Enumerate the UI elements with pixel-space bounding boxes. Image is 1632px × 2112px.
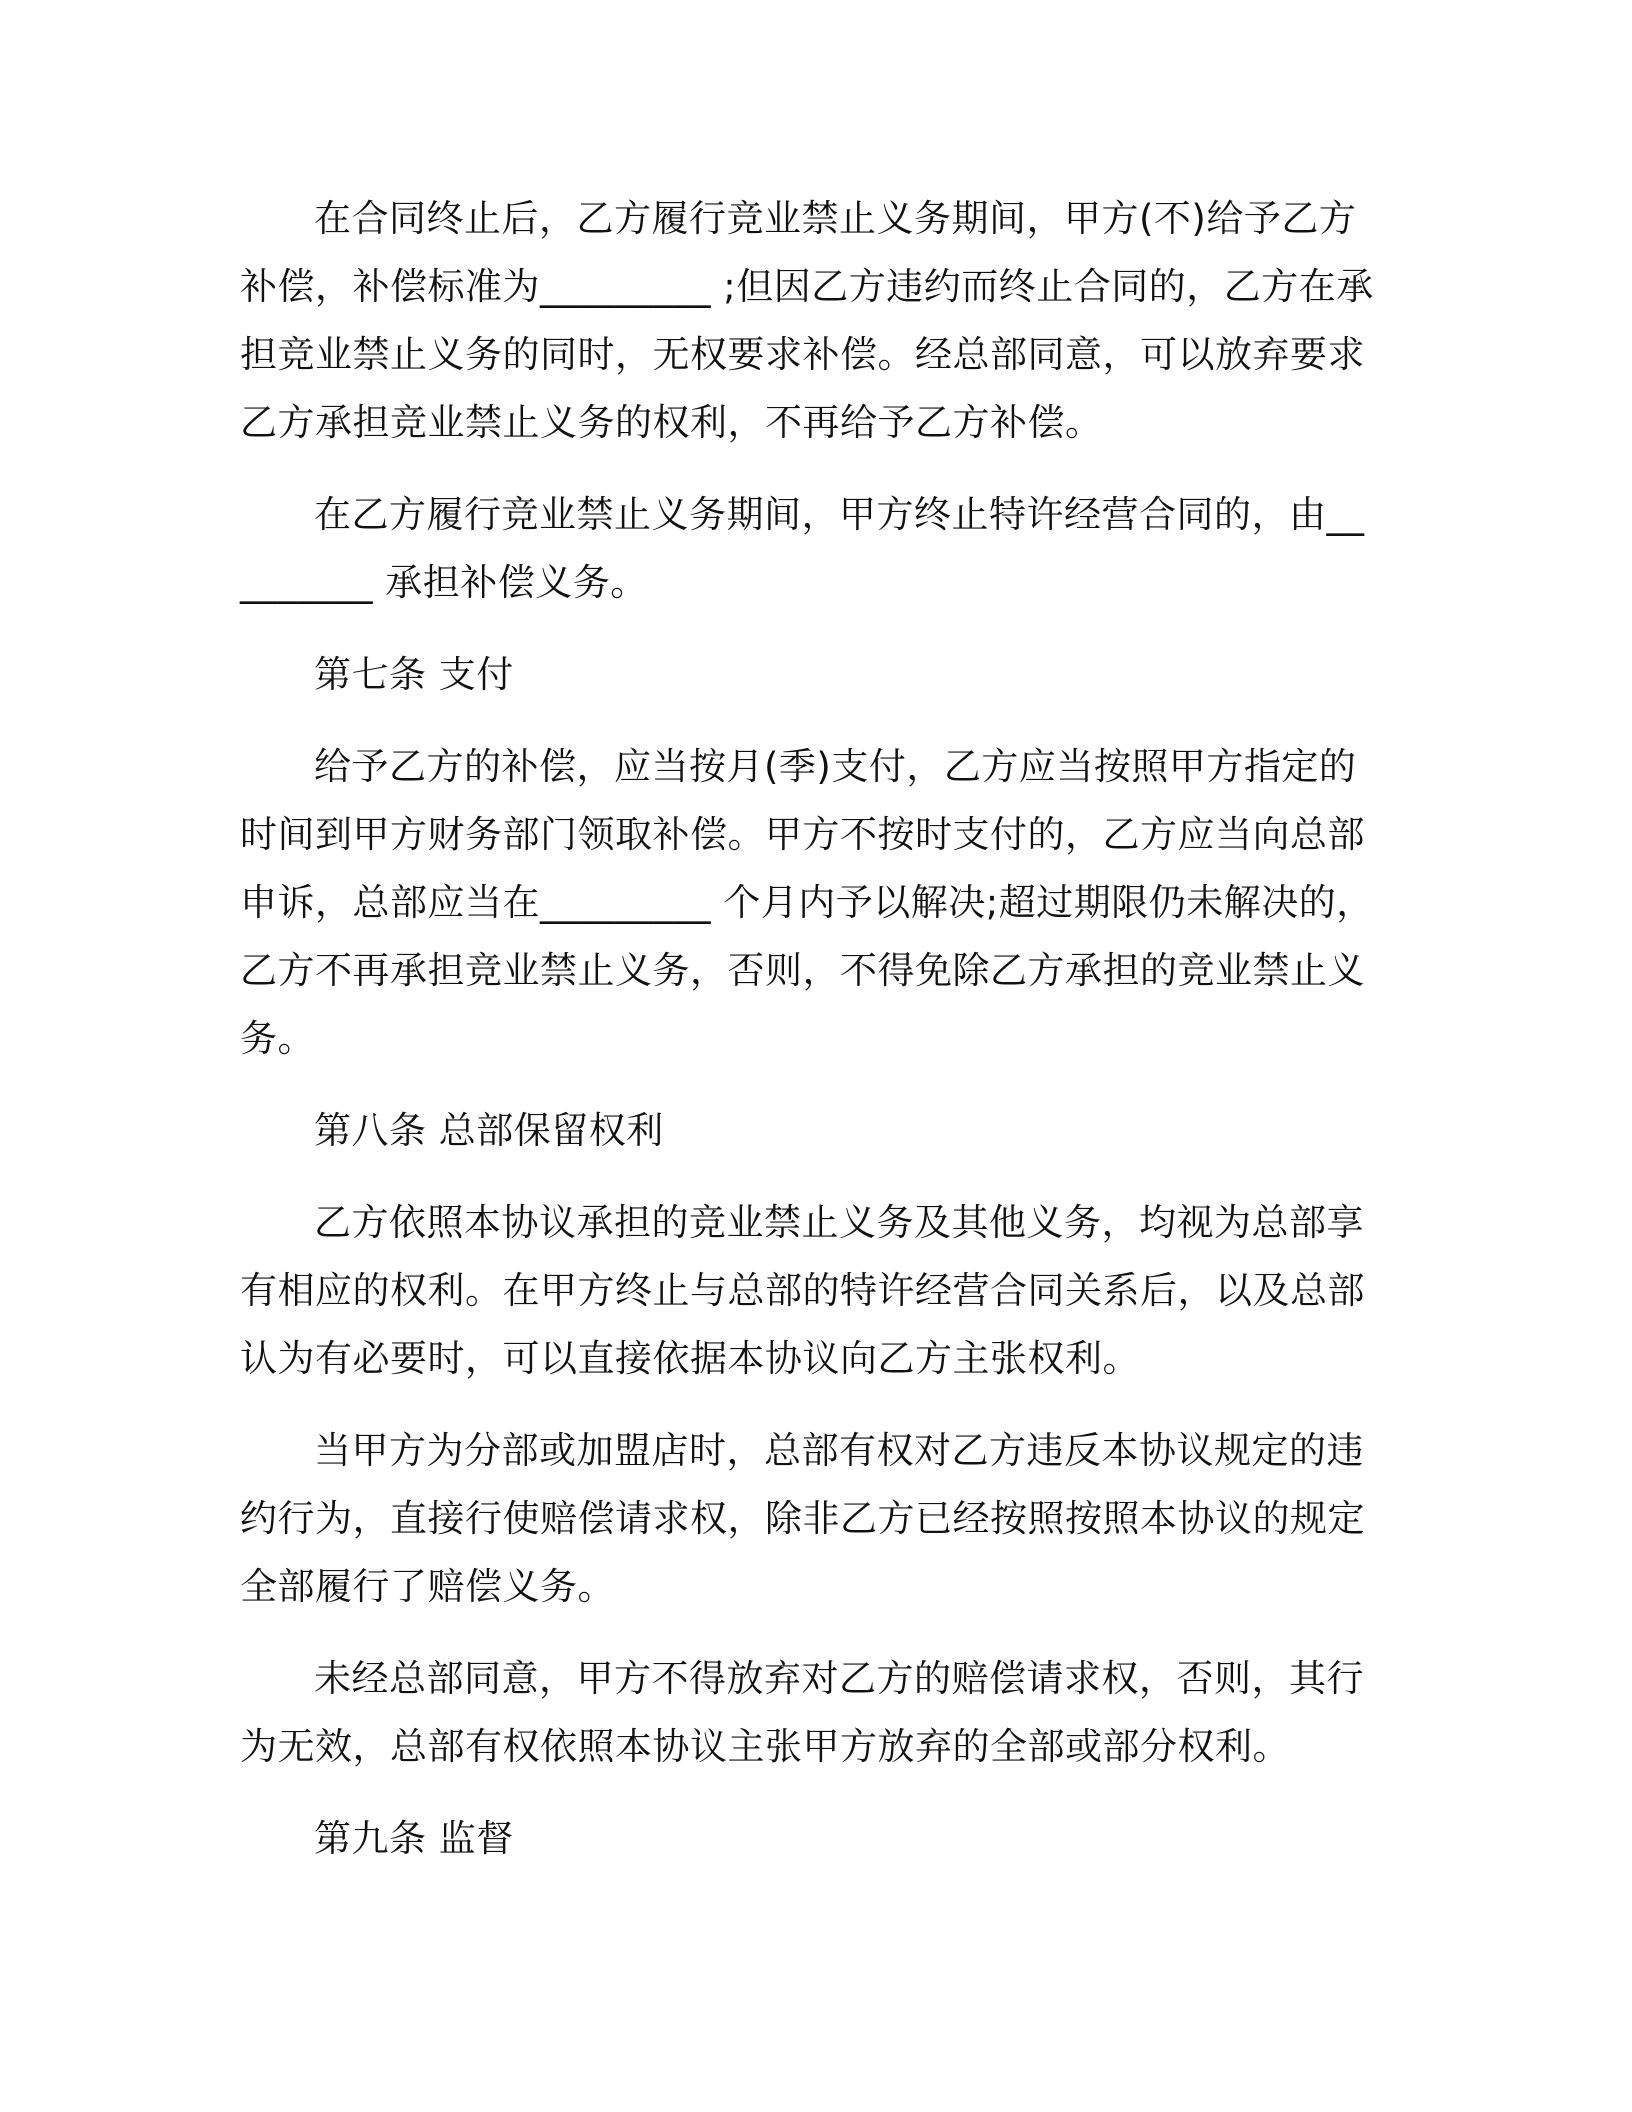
article-9-heading: 第九条 监督 xyxy=(314,1817,514,1860)
paragraph-claim-rights: 当甲方为分部或加盟店时，总部有权对乙方违反本协议规定的违约行为，直接行使赔偿请求权，除非乙方已经按照按照本协议的规定全部履行了赔偿义务。 xyxy=(240,1429,1365,1608)
paragraph-compensation: 在合同终止后，乙方履行竞业禁止义务期间，甲方(不)给予乙方补偿，补偿标准为_________ ;但因乙方违约而终止合同的，乙方在承担竞业禁止义务的同时，无权要求补偿。经总部同意，可以放弃要求乙方承担竞业禁止义务的权利，不再给予乙方补偿。 xyxy=(240,197,1374,444)
paragraph-payment: 给予乙方的补偿，应当按月(季)支付，乙方应当按照甲方指定的时间到甲方财务部门领取补偿。甲方不按时支付的，乙方应当向总部申诉，总部应当在_________ 个月内予以解决;超过期限仍未解决的，乙方不再承担竞业禁止义务，否则，不得免除乙方承担的竞业禁止义务。 xyxy=(240,745,1374,1060)
article-8-heading: 第八条 总部保留权利 xyxy=(314,1109,664,1152)
article-7-heading: 第七条 支付 xyxy=(314,653,514,696)
document-body xyxy=(240,185,1380,1897)
paragraph-no-waiver: 未经总部同意，甲方不得放弃对乙方的赔偿请求权，否则，其行为无效，总部有权依照本协议主张甲方放弃的全部或部分权利。 xyxy=(240,1657,1364,1768)
paragraph-headquarters-rights: 乙方依照本协议承担的竞业禁止义务及其他义务，均视为总部享有相应的权利。在甲方终止与总部的特许经营合同关系后，以及总部认为有必要时，可以直接依据本协议向乙方主张权利。 xyxy=(240,1201,1365,1380)
paragraph-compensation-bearer: 在乙方履行竞业禁止义务期间，甲方终止特许经营合同的，由_________ 承担补偿义务。 xyxy=(240,493,1365,604)
